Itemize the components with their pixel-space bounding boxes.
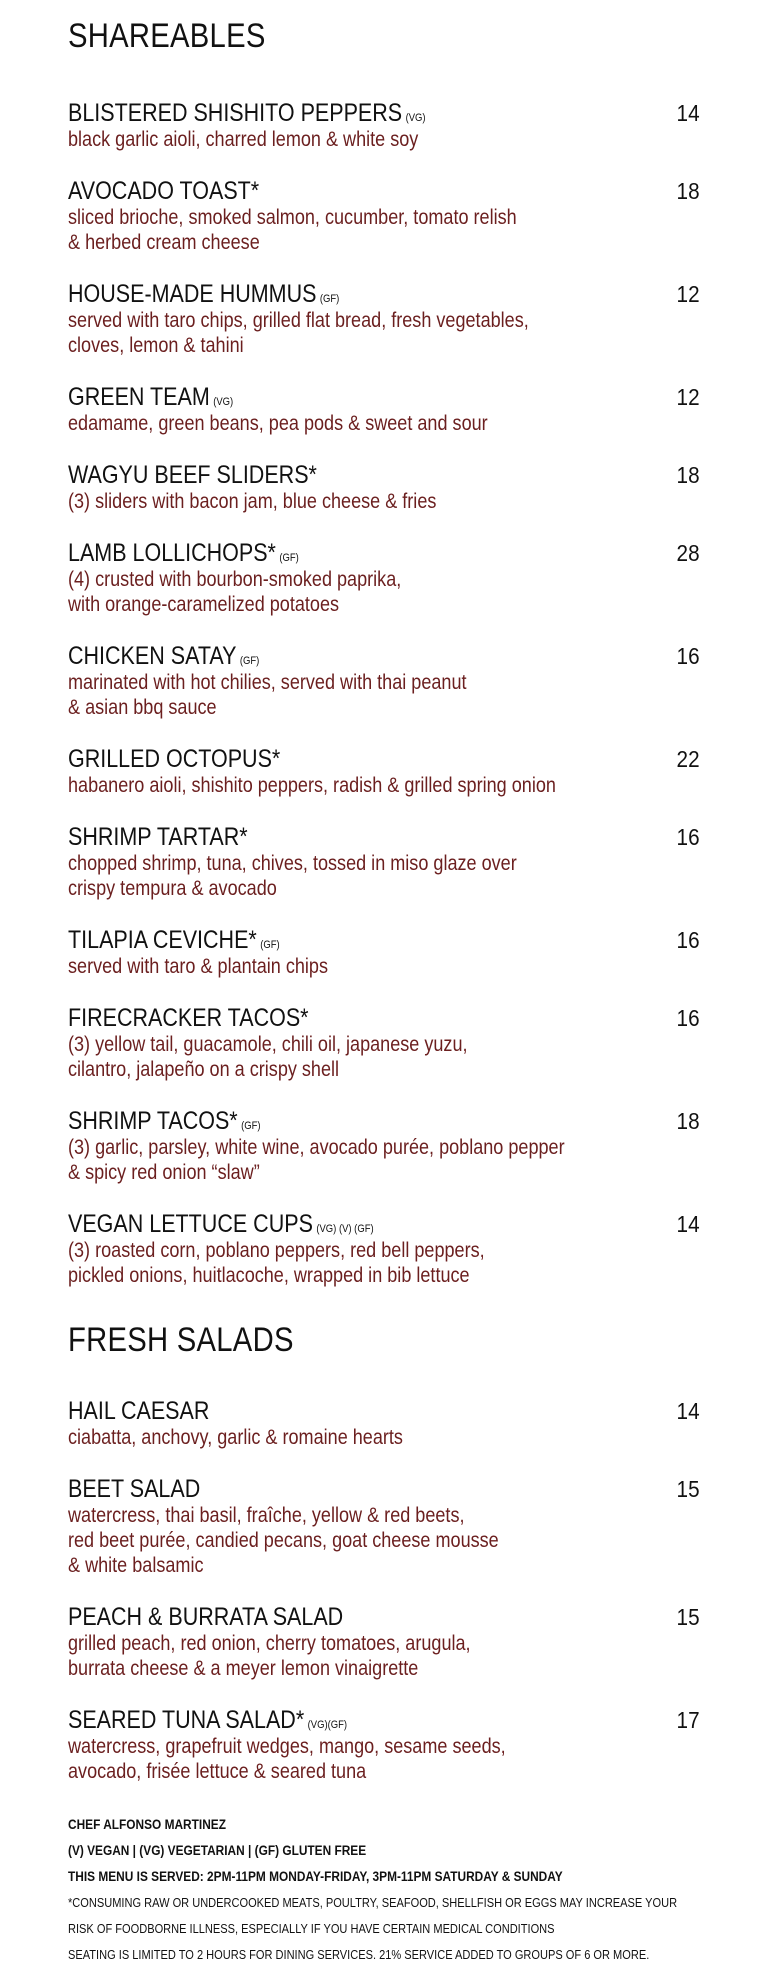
item-name: BLISTERED SHISHITO PEPPERS (VG)	[68, 99, 426, 127]
menu-item	[68, 824, 700, 901]
menu-footer	[68, 1812, 768, 1968]
food-safety-warning: *CONSUMING RAW OR UNDERCOOKED MEATS, POULTRY, SEAFOOD, SHELLFISH OR EGGS MAY INCREASE YOUR	[68, 1895, 678, 1910]
item-description: served with taro chips, grilled flat bread, fresh vegetables, cloves, lemon & tahini	[68, 309, 529, 357]
item-price: 15	[676, 1476, 700, 1502]
menu-item	[68, 643, 700, 720]
menu-item	[68, 1005, 700, 1082]
item-price: 28	[676, 540, 700, 566]
item-tags: (VG) (V) (GF)	[316, 1223, 374, 1235]
menu-item	[68, 281, 700, 358]
item-description: habanero aioli, shishito peppers, radish & grilled spring onion	[68, 774, 556, 797]
item-description: sliced brioche, smoked salmon, cucumber, tomato relish & herbed cream cheese	[68, 206, 517, 254]
item-tags: (GF)	[319, 293, 340, 305]
item-price: 14	[676, 1211, 700, 1237]
item-description: black garlic aioli, charred lemon & white soy	[68, 128, 419, 151]
item-tags: (VG)(GF)	[307, 1719, 348, 1731]
menu-item	[68, 384, 700, 436]
salads-list	[68, 1398, 768, 1784]
item-name: SEARED TUNA SALAD* (VG)(GF)	[68, 1706, 348, 1734]
item-price: 14	[676, 1398, 700, 1424]
item-description: (3) sliders with bacon jam, blue cheese & fries	[68, 490, 437, 513]
menu-item	[68, 540, 700, 617]
menu-item	[68, 927, 700, 979]
item-name: PEACH & BURRATA SALAD	[68, 1603, 344, 1631]
item-description: (4) crusted with bourbon-smoked paprika, with orange-caramelized potatoes	[68, 568, 402, 616]
item-name: HAIL CAESAR	[68, 1397, 210, 1425]
item-name: AVOCADO TOAST*	[68, 177, 260, 205]
menu-item	[68, 1108, 700, 1185]
menu-item	[68, 1707, 700, 1784]
item-name: GRILLED OCTOPUS*	[68, 745, 281, 773]
item-name: VEGAN LETTUCE CUPS (VG) (V) (GF)	[68, 1210, 374, 1238]
item-price: 12	[676, 281, 700, 307]
menu-item	[68, 1476, 700, 1578]
item-price: 12	[676, 384, 700, 410]
item-name: FIRECRACKER TACOS*	[68, 1004, 309, 1032]
item-price: 22	[676, 746, 700, 772]
menu-item	[68, 1211, 700, 1288]
item-description: chopped shrimp, tuna, chives, tossed in miso glaze over crispy tempura & avocado	[68, 852, 517, 900]
item-price: 18	[676, 1108, 700, 1134]
item-description: grilled peach, red onion, cherry tomatoes, arugula, burrata cheese & a meyer lemon vinaigrette	[68, 1632, 471, 1680]
menu-item	[68, 746, 700, 798]
item-name: SHRIMP TARTAR*	[68, 823, 248, 851]
item-description: ciabatta, anchovy, garlic & romaine hearts	[68, 1426, 403, 1449]
item-price: 18	[676, 178, 700, 204]
item-price: 16	[676, 824, 700, 850]
item-price: 16	[676, 1005, 700, 1031]
dietary-legend: (V) VEGAN | (VG) VEGETARIAN | (GF) GLUTEN FREE	[68, 1843, 367, 1858]
item-description: edamame, green beans, pea pods & sweet and sour	[68, 412, 488, 435]
item-name: SHRIMP TACOS* (GF)	[68, 1107, 261, 1135]
item-tags: (GF)	[239, 655, 260, 667]
menu-item	[68, 1604, 700, 1681]
item-description: (3) garlic, parsley, white wine, avocado purée, poblano pepper & spicy red onion “slaw”	[68, 1136, 565, 1184]
shareables-list	[68, 100, 768, 1288]
item-description: marinated with hot chilies, served with thai peanut & asian bbq sauce	[68, 671, 467, 719]
item-price: 15	[676, 1604, 700, 1630]
item-price: 16	[676, 927, 700, 953]
item-tags: (GF)	[260, 939, 280, 951]
fresh-salads-title: FRESH SALADS	[68, 1321, 294, 1359]
item-name: HOUSE-MADE HUMMUS (GF)	[68, 280, 340, 308]
item-price: 18	[676, 462, 700, 488]
item-name: LAMB LOLLICHOPS* (GF)	[68, 539, 299, 567]
shareables-title: SHAREABLES	[68, 17, 266, 55]
menu-item	[68, 1398, 700, 1450]
item-name: GREEN TEAM (VG)	[68, 383, 234, 411]
food-safety-warning-continued: RISK OF FOODBORNE ILLNESS, ESPECIALLY IF YOU HAVE CERTAIN MEDICAL CONDITIONS	[68, 1921, 555, 1936]
item-price: 14	[676, 100, 700, 126]
item-tags: (VG)	[213, 396, 234, 408]
item-name: CHICKEN SATAY (GF)	[68, 642, 260, 670]
item-tags: (VG)	[405, 112, 426, 124]
seating-policy: SEATING IS LIMITED TO 2 HOURS FOR DINING SERVICES. 21% SERVICE ADDED TO GROUPS OF 6 OR MORE.	[68, 1947, 650, 1962]
item-name: WAGYU BEEF SLIDERS*	[68, 461, 317, 489]
item-price: 16	[676, 643, 700, 669]
menu-item	[68, 462, 700, 514]
item-tags: (GF)	[241, 1120, 261, 1132]
item-description: watercress, grapefruit wedges, mango, sesame seeds, avocado, frisée lettuce & seared tuna	[68, 1735, 506, 1783]
chef-credit: CHEF ALFONSO MARTINEZ	[68, 1817, 226, 1832]
menu-item	[68, 178, 700, 255]
item-description: (3) roasted corn, poblano peppers, red bell peppers, pickled onions, huitlacoche, wrapped in bib lettuce	[68, 1239, 485, 1287]
item-name: BEET SALAD	[68, 1475, 201, 1503]
item-description: (3) yellow tail, guacamole, chili oil, japanese yuzu, cilantro, jalapeño on a crispy shell	[68, 1033, 468, 1081]
item-name: TILAPIA CEVICHE* (GF)	[68, 926, 280, 954]
item-description: watercress, thai basil, fraîche, yellow & red beets, red beet purée, candied pecans, goat cheese mousse & white balsamic	[68, 1504, 499, 1577]
menu-item	[68, 100, 700, 152]
item-price: 17	[676, 1707, 700, 1733]
item-description: served with taro & plantain chips	[68, 955, 329, 978]
item-tags: (GF)	[279, 552, 299, 564]
service-hours: THIS MENU IS SERVED: 2PM-11PM MONDAY-FRIDAY, 3PM-11PM SATURDAY & SUNDAY	[68, 1869, 563, 1884]
